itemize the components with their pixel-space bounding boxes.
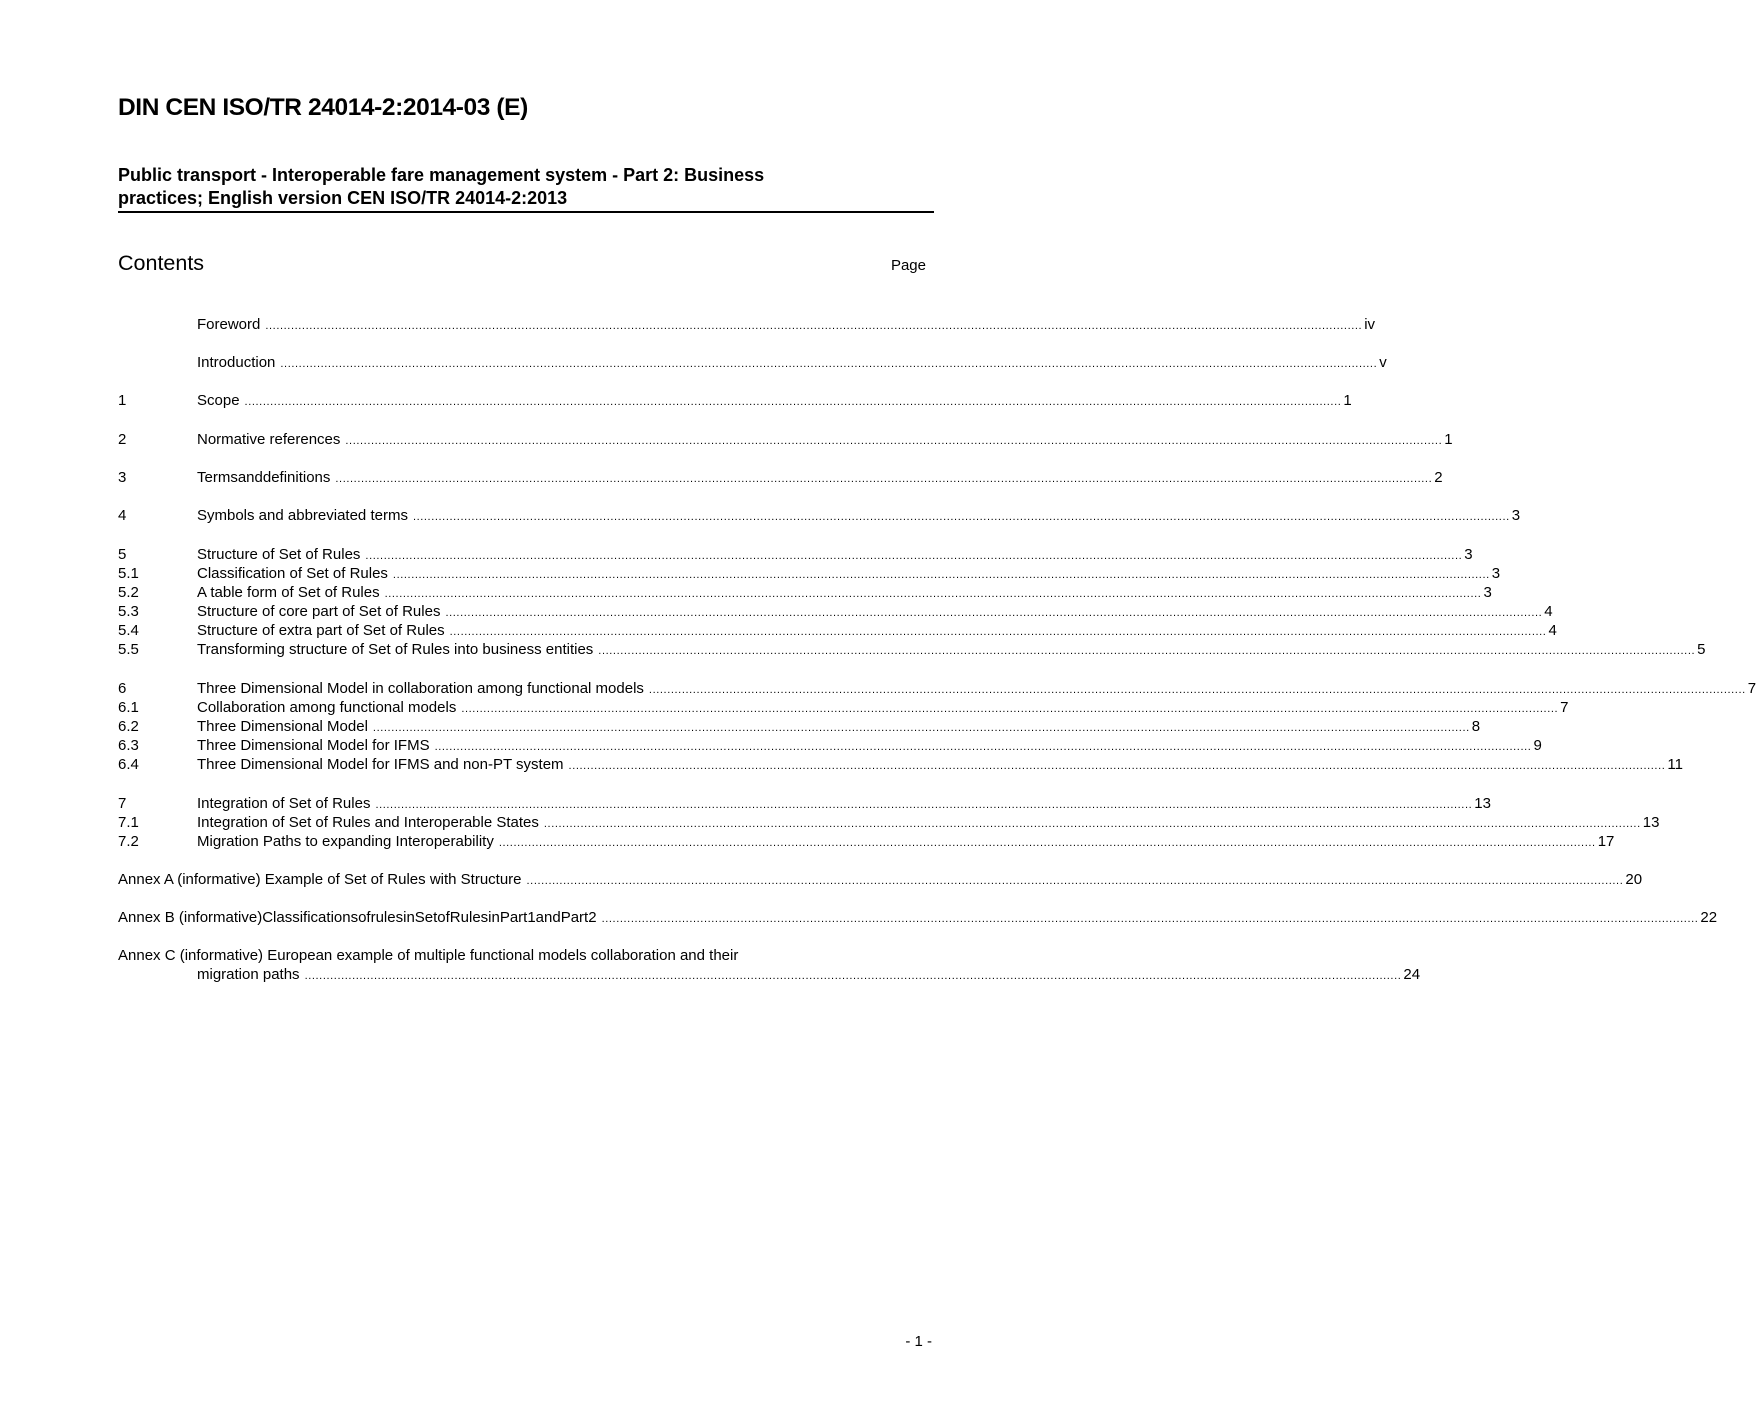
toc-entry-foreword[interactable]: [118, 316, 1376, 335]
toc-entry-page: 13: [1474, 795, 1491, 812]
toc-entry-title: Introduction: [197, 354, 276, 371]
toc-entry-number: 4: [118, 507, 127, 524]
dot-leader: ............................................................................................................................................................................................................................................................................................................: [412, 511, 1510, 523]
toc-entry-title: Structure of core part of Set of Rules: [197, 603, 441, 620]
toc-entry-page: 17: [1597, 833, 1615, 850]
toc-entry-title: Classification of Set of Rules: [197, 565, 388, 582]
toc-entry-2[interactable]: [118, 431, 1453, 450]
page-number: - 1 -: [905, 1333, 932, 1350]
toc-entry-number: 5.1: [118, 565, 139, 582]
dot-leader: ............................................................................................................................................................................................................................................................................................................: [372, 722, 1470, 734]
toc-entry-title: Annex A (informative) Example of Set of Rules with Structure: [118, 871, 522, 888]
toc-entry-page: iv: [1364, 316, 1376, 333]
toc-entry-title: Termsanddefinitions: [197, 469, 331, 486]
toc-entry-5-3[interactable]: [118, 603, 1553, 622]
dot-leader: ............................................................................................................................................................................................................................................................................................................: [304, 970, 1402, 982]
toc-entry-page: 11: [1667, 756, 1683, 773]
toc-entry-number: 7.1: [118, 814, 139, 831]
dot-leader: ............................................................................................................................................................................................................................................................................................................: [598, 645, 1696, 657]
toc-entry-page: 7: [1560, 699, 1569, 716]
toc-entry-title: Structure of extra part of Set of Rules: [197, 622, 445, 639]
dot-leader: ............................................................................................................................................................................................................................................................................................................: [498, 837, 1596, 849]
toc-entry-title: Integration of Set of Rules and Interoperable States: [197, 814, 539, 831]
toc-entry-5-4[interactable]: [118, 622, 1557, 641]
document-id: DIN CEN ISO/TR 24014-2:2014-03 (E): [118, 94, 528, 121]
dot-leader: ............................................................................................................................................................................................................................................................................................................: [335, 473, 1433, 485]
document-subtitle: [118, 164, 934, 213]
toc-entry-number: 2: [118, 431, 127, 448]
toc-entry-number: 1: [118, 392, 127, 409]
toc-entry-title: Symbols and abbreviated terms: [197, 507, 408, 524]
toc-entry-6-2[interactable]: [118, 718, 1481, 737]
toc-entry-number: 5.4: [118, 622, 139, 639]
subtitle-line-1: Public transport - Interoperable fare management system - Part 2: Business: [118, 165, 765, 185]
toc-entry-number: 6.4: [118, 756, 139, 773]
toc-entry-title: Transforming structure of Set of Rules into business entities: [197, 641, 594, 658]
toc-entry-7[interactable]: [118, 795, 1491, 814]
dot-leader: ............................................................................................................................................................................................................................................................................................................: [568, 760, 1666, 772]
toc-entry-title: Scope: [197, 392, 240, 409]
dot-leader: ............................................................................................................................................................................................................................................................................................................: [244, 396, 1342, 408]
toc-entry-annex-c-line2[interactable]: [197, 966, 1421, 985]
toc-entry-number: 6: [118, 680, 127, 697]
toc-entry-title: Integration of Set of Rules: [197, 795, 371, 812]
toc-entry-title: Annex B (informative)ClassificationsofrulesinSetofRulesinPart1andPart2: [118, 909, 597, 926]
toc-entry-number: 7: [118, 795, 127, 812]
dot-leader: ............................................................................................................................................................................................................................................................................................................: [648, 684, 1746, 696]
dot-leader: ............................................................................................................................................................................................................................................................................................................: [445, 607, 1543, 619]
toc-entry-page: 20: [1625, 871, 1643, 888]
toc-entry-title: Three Dimensional Model for IFMS and non-PT system: [197, 756, 564, 773]
toc-entry-number: 5.3: [118, 603, 139, 620]
page-column-label: Page: [890, 257, 926, 274]
dot-leader: ............................................................................................................................................................................................................................................................................................................: [375, 799, 1473, 811]
dot-leader: ............................................................................................................................................................................................................................................................................................................: [365, 550, 1463, 562]
toc-entry-3[interactable]: [118, 469, 1443, 488]
toc-entry-page: 4: [1544, 603, 1553, 620]
toc-entry-introduction[interactable]: [118, 354, 1387, 373]
toc-entry-page: 1: [1444, 431, 1453, 448]
contents-heading: Contents: [118, 251, 205, 275]
toc-entry-page: 7: [1747, 680, 1756, 697]
toc-entry-page: v: [1379, 354, 1387, 371]
dot-leader: ............................................................................................................................................................................................................................................................................................................: [543, 818, 1641, 830]
toc-entry-5-2[interactable]: [118, 584, 1492, 603]
toc-entry-7-1[interactable]: [118, 814, 1660, 833]
dot-leader: ............................................................................................................................................................................................................................................................................................................: [280, 358, 1378, 370]
toc-entry-number: 5: [118, 546, 127, 563]
toc-entry-page: 22: [1700, 909, 1718, 926]
toc-entry-page: 24: [1403, 966, 1421, 983]
toc-entry-number: 3: [118, 469, 127, 486]
dot-leader: ............................................................................................................................................................................................................................................................................................................: [461, 703, 1559, 715]
toc-entry-number: 6.2: [118, 718, 139, 735]
dot-leader: ............................................................................................................................................................................................................................................................................................................: [384, 588, 1482, 600]
dot-leader: ............................................................................................................................................................................................................................................................................................................: [434, 741, 1532, 753]
toc-entry-title: Three Dimensional Model for IFMS: [197, 737, 430, 754]
dot-leader: ............................................................................................................................................................................................................................................................................................................: [392, 569, 1490, 581]
toc-entry-page: 2: [1434, 469, 1443, 486]
toc-entry-4[interactable]: [118, 507, 1521, 526]
toc-entry-number: 5.2: [118, 584, 139, 601]
toc-entry-page: 3: [1464, 546, 1473, 563]
toc-entry-title: Migration Paths to expanding Interoperability: [197, 833, 494, 850]
toc-entry-5[interactable]: [118, 546, 1473, 565]
dot-leader: ............................................................................................................................................................................................................................................................................................................: [265, 320, 1363, 332]
toc-entry-6[interactable]: [118, 680, 1756, 699]
toc-entry-number: 5.5: [118, 641, 139, 658]
toc-entry-page: 1: [1343, 392, 1352, 409]
dot-leader: ............................................................................................................................................................................................................................................................................................................: [449, 626, 1547, 638]
dot-leader: ............................................................................................................................................................................................................................................................................................................: [526, 875, 1624, 887]
toc-entry-page: 3: [1511, 507, 1521, 524]
toc-entry-page: 5: [1697, 641, 1706, 658]
toc-entry-number: 7.2: [118, 833, 139, 850]
toc-entry-title: Three Dimensional Model in collaboration among functional models: [197, 680, 644, 697]
toc-entry-7-2[interactable]: [118, 833, 1615, 852]
toc-entry-title: Foreword: [197, 316, 261, 333]
toc-entry-title: migration paths: [197, 966, 300, 983]
toc-entry-number: 6.3: [118, 737, 139, 754]
toc-entry-page: 9: [1533, 737, 1542, 754]
toc-entry-page: 3: [1483, 584, 1492, 601]
toc-entry-page: 8: [1471, 718, 1481, 735]
toc-entry-page: 4: [1548, 622, 1557, 639]
toc-entry-page: 13: [1642, 814, 1660, 831]
dot-leader: ............................................................................................................................................................................................................................................................................................................: [601, 913, 1699, 925]
toc-entry-number: 6.1: [118, 699, 139, 716]
toc-entry-title: Three Dimensional Model: [197, 718, 368, 735]
toc-entry-annex-b[interactable]: [118, 909, 1718, 928]
toc-entry-1[interactable]: [118, 392, 1352, 411]
toc-entry-title: Collaboration among functional models: [197, 699, 457, 716]
toc-entry-6-1[interactable]: [118, 699, 1569, 718]
toc-entry-6-3[interactable]: [118, 737, 1542, 756]
dot-leader: ............................................................................................................................................................................................................................................................................................................: [345, 435, 1443, 447]
toc-entry-title: A table form of Set of Rules: [197, 584, 380, 601]
toc-entry-page: 3: [1491, 565, 1501, 582]
toc-entry-5-5[interactable]: [118, 641, 1706, 660]
toc-entry-title: Structure of Set of Rules: [197, 546, 361, 563]
toc-entry-annex-c-line1[interactable]: Annex C (informative) European example of multiple functional models collaboration and their: [118, 947, 739, 964]
toc-entry-5-1[interactable]: [118, 565, 1501, 584]
subtitle-line-2: practices; English version CEN ISO/TR 24014-2:2013: [118, 188, 568, 208]
toc-entry-annex-a[interactable]: [118, 871, 1643, 890]
toc-entry-6-4[interactable]: [118, 756, 1683, 775]
toc-entry-title: Normative references: [197, 431, 341, 448]
